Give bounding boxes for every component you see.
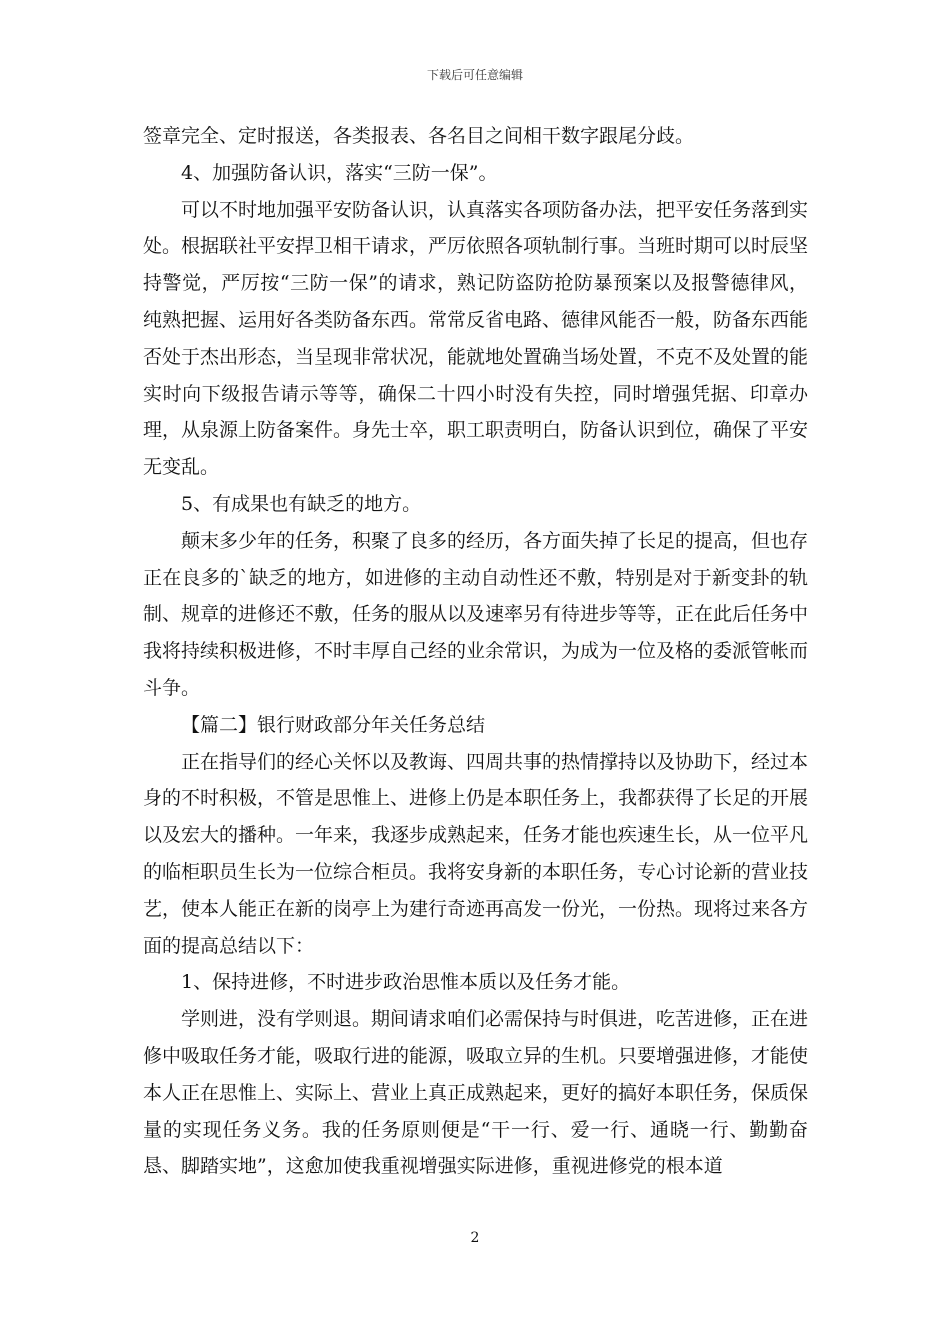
paragraph-2: 可以不时地加强平安防备认识，认真落实各项防备办法，把平安任务落到实处。根据联社平安捍卫相干请求，严厉依照各项轨制行事。当班时期可以时辰坚持警觉，严厉按“三防一保”的请求，熟记防盗防抢防暴预案以及报警德律风，纯熟把握、运用好各类防备东西。常常反省电路、德律风能否一般，防备东西能否处于杰出形态，当呈现非常状况，能就地处置确当场处置，不克不及处置的能实时向下级报告请示等等，确保二十四小时没有失控，同时增强凭据、印章办理，从泉源上防备案件。身先士卒，职工职责明白，防备认识到位，确保了平安无变乱。 [143, 198, 809, 479]
page-header: 下载后可任意编辑 [426, 68, 523, 82]
paragraph-6: 正在指导们的经心关怀以及教诲、四周共事的热情撑持以及协助下，经过本身的不时积极，不管是思惟上、进修上仍是本职任务上，我都获得了长足的开展以及宏大的播种。一年来，我逐步成熟起来，任务才能也疾速生长，从一位平凡的临柜职员生长为一位综合柜员。我将安身新的本职任务，专心讨论新的营业技艺，使本人能正在新的岗亭上为建行奇迹再高发一份光，一份热。现将过来各方面的提高总结以下： [143, 750, 809, 957]
paragraph-0: 签章完全、定时报送，各类报表、各名目之间相干数字跟尾分歧。 [143, 125, 695, 147]
paragraph-4: 颠末多少年的任务，积聚了良多的经历，各方面失掉了长足的提高，但也存正在良多的`缺乏的地方，如进修的主动自动性还不敷，特别是对于新变卦的轨制、规章的进修还不敷，任务的服从以及速率另有待进步等等，正在此后任务中我将持续积极进修，不时丰厚自己经的业余常识，为成为一位及格的委派管帐而斗争。 [143, 529, 809, 699]
heading-item-4: 4、加强防备认识，落实“三防一保”。 [181, 161, 498, 184]
paragraph-8: 学则进，没有学则退。期间请求咱们必需保持与时俱进，吃苦进修，正在进修中吸取任务才能，吸取行进的能源，吸取立异的生机。只要增强进修，才能使本人正在思惟上、实际上、营业上真正成熟起来，更好的搞好本职任务，保质保量的实现任务义务。我的任务原则便是“干一行、爱一行、通晓一行、勤勤奋恳、脚踏实地”，这愈加使我重视增强实际进修，重视进修党的根本道 [143, 1008, 809, 1178]
heading-item-1: 1、保持进修，不时进步政治思惟本质以及任务才能。 [181, 971, 631, 994]
page-number: 2 [470, 1230, 480, 1246]
section-title: 【篇二】银行财政部分年关任务总结 [181, 713, 486, 736]
document-body [143, 118, 808, 1185]
heading-item-5: 5、有成果也有缺乏的地方。 [181, 492, 422, 515]
